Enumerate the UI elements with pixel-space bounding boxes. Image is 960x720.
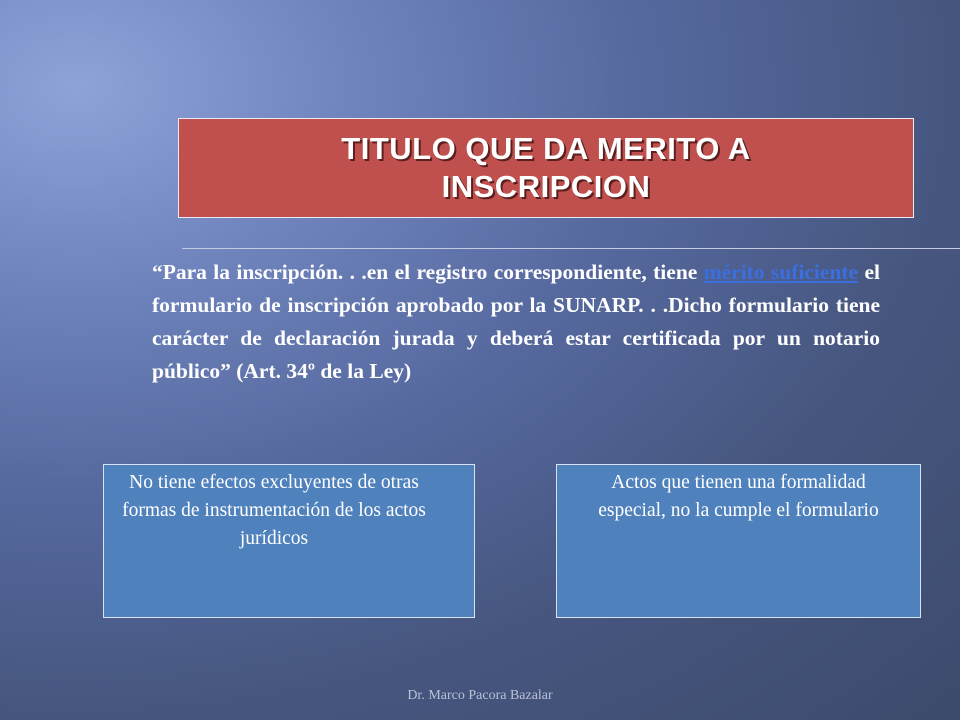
slide-title-line1: TITULO QUE DA MERITO A <box>341 131 751 166</box>
footer-author: Dr. Marco Pacora Bazalar <box>407 688 553 703</box>
merito-suficiente-link[interactable]: mérito suficiente <box>703 260 859 284</box>
slide-title <box>341 130 750 206</box>
divider-line <box>182 248 960 249</box>
right-box-text: Actos que tienen una formalidad especial, no la cumple el formulario <box>598 472 879 521</box>
quote-paragraph <box>152 256 880 388</box>
left-info-box <box>103 464 475 618</box>
quote-text-start: “Para la inscripción. . .en el registro correspondiente, tiene <box>152 260 704 284</box>
slide-title-line2: INSCRIPCION <box>441 169 651 204</box>
title-box <box>178 118 914 218</box>
left-box-text: No tiene efectos excluyentes de otras formas de instrumentación de los actos jurídicos <box>122 472 426 549</box>
right-info-box <box>556 464 921 618</box>
quote-text-end: el formulario de inscripción aprobado por la SUNARP. . .Dicho formulario tiene carácter de declaración jurada y deberá estar certificada por un notario público” (Art. 34º de la Ley) <box>152 260 880 383</box>
